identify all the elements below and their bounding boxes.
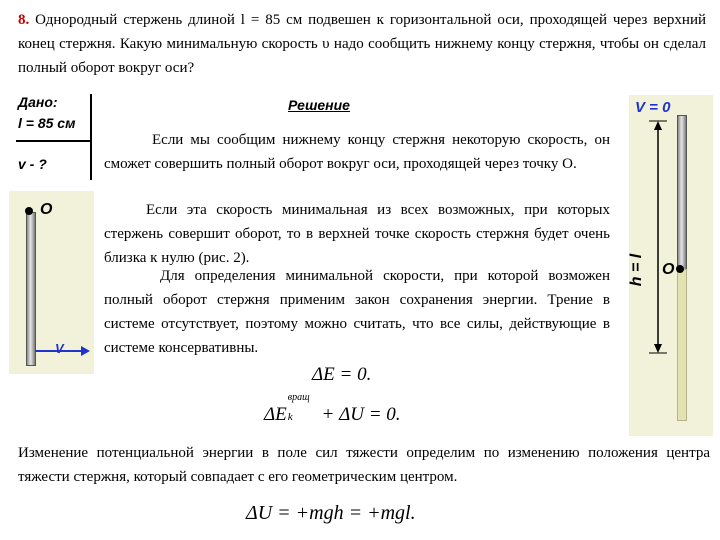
given-length: l = 85 см	[18, 115, 76, 131]
given-vertical-line	[90, 94, 92, 180]
eq-subscript: k	[287, 411, 293, 423]
potential-energy-text: Изменение потенциальной энергии в поле сил тяжести определим по изменению положения центра тяжести стержня, который совпадает с его геометрическим центром.	[18, 445, 710, 485]
eq-rot-rest: + ΔU = 0.	[321, 404, 401, 425]
figure-rod-bottom	[9, 191, 94, 374]
pivot-label: O	[40, 201, 53, 218]
equation-energy: ΔE = 0.	[312, 364, 372, 385]
figure-rod-top	[629, 95, 713, 436]
eq-rot-symbol: ΔE	[264, 404, 287, 425]
problem-text: Однородный стержень длиной l = 85 см подвешен к горизонтальной оси, проходящей через верхний конец стержня. Какую минимальную скорость υ надо сообщить нижнему концу стержня, чтобы он сделал полный оборот вокруг оси?	[18, 12, 706, 76]
solution-paragraph-1: Если мы сообщим нижнему концу стержня некоторую скорость, он сможет совершить полный оборот вокруг оси, проходящей через точку O.	[104, 132, 610, 172]
height-label: h = l	[628, 253, 646, 287]
height-arrow-icon	[647, 119, 671, 355]
problem-number: 8.	[18, 12, 30, 28]
rod-lower	[677, 269, 687, 421]
given-title: Дано:	[18, 94, 58, 110]
equation-rotation	[264, 392, 401, 426]
rod-upper	[677, 115, 687, 271]
pivot-label: O	[662, 261, 675, 278]
equation-potential: ΔU = +mgh = +mgl.	[246, 502, 416, 524]
pivot-point	[25, 207, 33, 215]
solution-paragraph-2: Если эта скорость минимальная из всех возможных, при которых стержень совершит оборот, то в верхней точке скорость стержня будет очень близка к нулю (рис. 2).	[104, 202, 610, 266]
top-velocity-label: V = 0	[635, 99, 671, 116]
problem-statement	[18, 8, 706, 80]
given-divider	[16, 140, 90, 142]
velocity-label: V	[55, 341, 64, 356]
pivot-point	[676, 265, 684, 273]
solution-paragraph-3: Для определения минимальной скорости, при которой возможен полный оборот стержня применим закон сохранения энергии. Трение в системе отсутствует, поэтому можно считать, что все силы, действующие в системе консервативны.	[104, 268, 610, 356]
solution-title: Решение	[288, 97, 350, 113]
eq-superscript: вращ	[287, 392, 310, 403]
given-find: v - ?	[18, 156, 47, 172]
